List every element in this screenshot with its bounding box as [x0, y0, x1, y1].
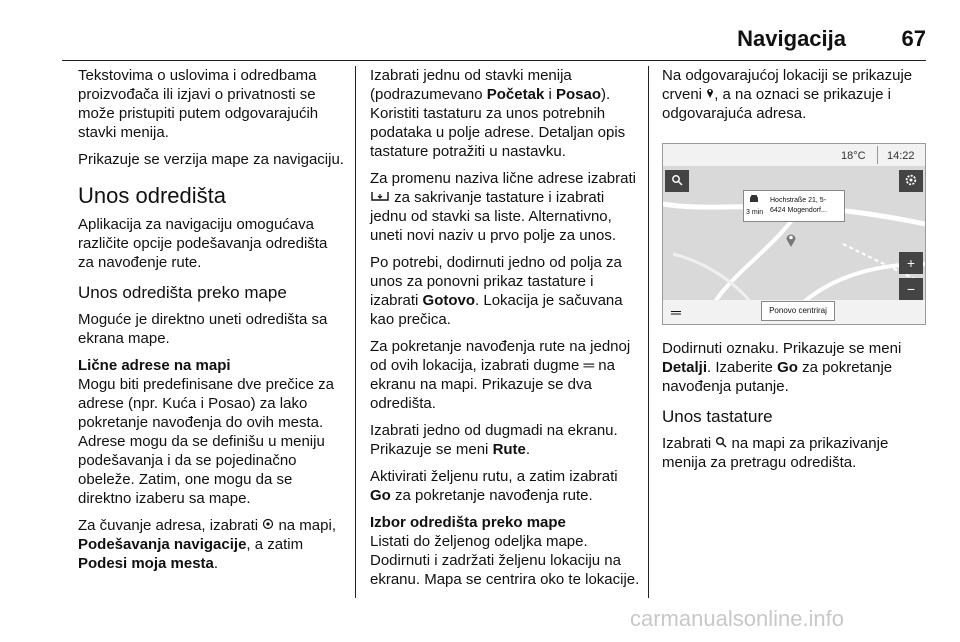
- gear-icon: [905, 173, 917, 189]
- column-2: [370, 66, 640, 597]
- clock: 14:22: [887, 150, 915, 162]
- search-icon: [715, 434, 727, 453]
- menu-term: Gotovo: [422, 292, 476, 309]
- separator: [877, 146, 878, 164]
- text: za sakrivanje tastature i izabrati jednu od stavki sa liste. Alternativno, uneti novi naziv u prvo polje za unos.: [370, 189, 616, 244]
- paragraph: [662, 434, 934, 472]
- paragraph: [370, 66, 640, 161]
- text: Po potrebi, dodirnuti jedno od polja za unos za ponovni prikaz tastature i izabrati: [370, 254, 622, 309]
- paragraph: [370, 421, 640, 459]
- text: . Izaberite: [707, 359, 773, 376]
- page-header: [62, 22, 926, 61]
- section-heading: Unos odredišta: [78, 183, 226, 208]
- text: na mapi,: [278, 517, 336, 534]
- menu-term: Rute: [492, 441, 526, 458]
- paragraph: [370, 253, 640, 329]
- location-pin-icon: [706, 85, 714, 104]
- subheading: Izbor odredišta preko mape: [370, 514, 566, 531]
- page-title: Navigacija: [737, 26, 846, 51]
- text: Izabrati jednu od stavki menija (podrazumevano: [370, 67, 572, 103]
- paragraph: [78, 516, 344, 573]
- map-status-bar: [663, 144, 925, 166]
- paragraph: [662, 339, 934, 396]
- text: na mapi za prikazivanje menija za pretragu odredišta.: [662, 435, 889, 471]
- text: Izabrati: [662, 435, 712, 452]
- text: , a zatim: [246, 536, 304, 553]
- text: Za promenu naziva lične adrese izabrati: [370, 170, 636, 187]
- column-1: [78, 66, 344, 581]
- column-divider: [648, 66, 649, 598]
- text: Dodirnuti oznaku. Prikazuje se meni: [662, 340, 902, 357]
- destination-bubble[interactable]: [743, 190, 845, 222]
- text: Na odgovarajućoj lokaciji se prikazuje crveni: [662, 67, 913, 103]
- map-screenshot: [662, 143, 926, 325]
- settings-button[interactable]: [899, 170, 923, 192]
- text: za pokretanje navođenja rute.: [395, 487, 593, 504]
- zoom-in-button[interactable]: +: [899, 252, 923, 274]
- paragraph: [370, 467, 640, 505]
- column-3: [662, 66, 934, 480]
- paragraph: Tekstovima o uslovima i odredbama proizvođača ili izjavi o privatnosti se može pristupiti putem odgovarajućih stavki menija.: [78, 67, 319, 141]
- text: .: [213, 555, 219, 572]
- paragraph: Za pokretanje navođenja rute na jednoj od ovih lokacija, izabrati dugme ═ na ekranu na mapi. Prikazuje se dva odredišta.: [370, 338, 631, 412]
- paragraph: Moguće je direktno uneti odredišta sa ekrana mape.: [78, 311, 328, 347]
- paragraph: Listati do željenog odeljka mape. Dodirnuti i zadržati željenu lokaciju na ekranu. Mapa se centrira oko te lokacije.: [370, 533, 640, 588]
- text: Za čuvanje adresa, izabrati: [78, 517, 259, 534]
- menu-term: Podesi moja mesta: [78, 555, 214, 572]
- menu-term: Go: [777, 359, 798, 376]
- paragraph: Prikazuje se verzija mape za navigaciju.: [78, 151, 344, 168]
- menu-term: Početak: [486, 86, 545, 103]
- eta: 3 min: [746, 209, 764, 216]
- text: , a na oznaci se prikazuje i odgovarajuća adresa.: [662, 86, 891, 122]
- menu-term: Podešavanja navigacije: [78, 536, 247, 553]
- zoom-out-button[interactable]: −: [899, 278, 923, 300]
- car-icon: [748, 194, 760, 207]
- text: Aktivirati željenu rutu, a zatim izabrati: [370, 468, 618, 485]
- settings-gear-icon: [262, 516, 274, 535]
- paragraph: [662, 66, 934, 123]
- menu-term: Go: [370, 487, 391, 504]
- map-bottom-bar: [663, 300, 925, 324]
- address-line-2: 6424 Mogendorf...: [770, 207, 827, 214]
- text: i: [548, 86, 552, 103]
- menu-term: Detalji: [662, 359, 708, 376]
- watermark: carmanualsonline.info: [630, 606, 845, 631]
- search-button[interactable]: [665, 170, 689, 192]
- column-divider: [355, 66, 356, 598]
- text: . Lokacija je sačuvana kao prečica.: [370, 292, 623, 328]
- keyboard-hide-icon: [370, 188, 390, 207]
- paragraph: [370, 169, 640, 245]
- text: za pokretanje navođenja putanje.: [662, 359, 893, 395]
- paragraph: Mogu biti predefinisane dve prečice za adrese (npr. Kuća i Posao) za lako pokretanje navođenja do ovih mesta. Adrese mogu da se definišu u meniju podešavanja i da se pojedinačno obeleže. Zatim, one mogu da se direktno izaberu sa mape.: [78, 376, 334, 507]
- address-line-1: Hochstraße 21, 5-: [770, 197, 827, 204]
- subsection-heading: Unos tastature: [662, 407, 773, 426]
- paragraph: Aplikacija za navigaciju omogućava različite opcije podešavanja odredišta za navođenje rute.: [78, 216, 328, 271]
- text: Izabrati jedno od dugmadi na ekranu. Prikazuje se meni: [370, 422, 618, 458]
- recenter-button[interactable]: Ponovo centriraj: [761, 301, 835, 321]
- subsection-heading: Unos odredišta preko mape: [78, 283, 287, 302]
- map-pin-icon[interactable]: [785, 232, 797, 253]
- temperature: 18°C: [841, 150, 866, 162]
- text: ). Koristiti tastaturu za unos potrebnih podataka u polje adrese. Detaljan opis tastature potražiti u nastavku.: [370, 86, 626, 160]
- search-icon: [671, 173, 683, 189]
- menu-term: Posao: [555, 86, 601, 103]
- page-number: 67: [901, 26, 926, 51]
- text: .: [525, 441, 531, 458]
- subheading: Lične adrese na mapi: [78, 357, 231, 374]
- menu-button[interactable]: ═: [671, 304, 681, 320]
